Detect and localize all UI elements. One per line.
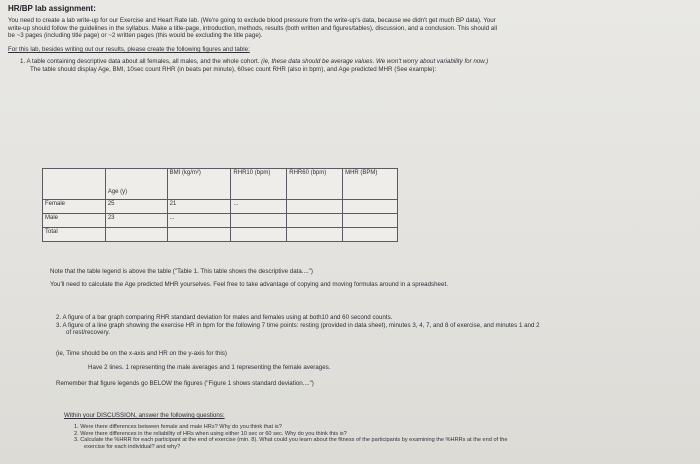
table-cell	[231, 228, 287, 242]
two-lines-note: Have 2 lines. 1 representing the male averages and 1 representing the female averages.	[88, 364, 331, 371]
table-cell: ...	[167, 214, 231, 228]
table-cell	[231, 214, 287, 228]
table-cell	[343, 214, 398, 228]
header-cell-mhr: MHR (BPM)	[343, 169, 398, 200]
question-item: 3. Calculate the %HRR for each participant at the end of exercise (min. 8). What could you learn about the fitness of the participants by examining the %HRRs at the end of the	[74, 437, 508, 444]
table-header-row	[43, 169, 398, 200]
header-cell-blank	[43, 169, 106, 200]
table-cell	[287, 228, 343, 242]
descriptive-data-table	[42, 168, 398, 242]
table-cell	[167, 228, 231, 242]
item-3-line-1: 3. A figure of a line graph showing the exercise HR in bpm for the following 7 time points: resting (provided in data sheet), minutes 3, 4, 7, and 8 of exercise, and minutes 1 and 2	[56, 321, 540, 329]
figures-instruction: For this lab, besides writing out our results, please create the following figures and table:	[8, 46, 250, 53]
table-cell	[343, 200, 398, 214]
intro-line-3: be ~3 pages (including title page) or ~2 written pages (this would be excluding the title page).	[8, 32, 263, 40]
discussion-heading: Within your DISCUSSION, answer the following questions:	[64, 412, 225, 419]
question-item: 1. Were there differences between female and male HRs? Why do you think that is?	[74, 424, 282, 430]
table-cell	[287, 214, 343, 228]
table-cell	[105, 228, 167, 242]
table-cell: 23	[105, 214, 167, 228]
items-2-3	[56, 314, 696, 337]
row-label: Male	[43, 214, 106, 228]
mhr-calc-note: You'll need to calculate the Age predicted MHR yourselves. Feel free to take advantage of copying and moving formulas around in a spreadsheet.	[50, 281, 448, 288]
page-title: HR/BP lab assignment:	[8, 4, 96, 13]
row-label: Total	[43, 228, 106, 242]
table-cell: ...	[231, 200, 287, 214]
table-row	[43, 214, 398, 228]
intro-line-1: You need to create a lab write-up for our Exercise and Heart Rate lab. (We're going to exclude blood pressure from the write-up's data, because we didn't get much BP data). Your	[8, 17, 496, 24]
item-3-line-2: of rest/recovery.	[66, 329, 110, 337]
header-cell-rhr60: RHR60 (bpm)	[287, 169, 343, 200]
header-cell-bmi: BMI (kg/m²)	[167, 169, 231, 200]
item-1	[20, 58, 696, 73]
intro-line-2: write-up should follow the guidelines in the syllabus. Make a title-page, introduction, methods, results (both written and figures/tables), discussion, and a conclusion. This should all	[8, 24, 497, 32]
table-cell: 25	[105, 200, 167, 214]
discussion-questions	[74, 424, 694, 450]
table-row	[43, 200, 398, 214]
question-item: exercise for each individual? and why?	[84, 443, 181, 450]
item-2: 2. A figure of a bar graph comparing RHR standard deviation for males and females using at both10 and 60 second counts.	[56, 314, 393, 321]
table-legend-note: Note that the table legend is above the table ("Table 1. This table shows the descriptive data....")	[50, 268, 313, 275]
table-cell: 21	[167, 200, 231, 214]
table-row	[43, 228, 398, 242]
intro-paragraph	[8, 17, 698, 40]
header-cell-rhr10: RHR10 (bpm)	[231, 169, 287, 200]
table-cell	[287, 200, 343, 214]
header-cell-age: Age (y)	[105, 169, 167, 200]
item-1-main: 1. A table containing descriptive data about all females, all males, and the whole cohort.	[20, 58, 260, 65]
table-cell	[343, 228, 398, 242]
question-item: 2. Were there differences in the reliability of HRs when using either 10 sec or 60 sec. Why do you think this is?	[74, 430, 347, 437]
row-label: Female	[43, 200, 106, 214]
figure-legend-note: Remember that figure legends go BELOW the figures ("Figure 1 shows standard deviation....")	[56, 380, 314, 387]
axis-note: (ie, Time should be on the x-axis and HR on the y-axis for this)	[56, 350, 227, 357]
item-1-line-2: The table should display Age, BMI, 10sec count RHR (in beats per minute), 60sec count RHR (also in bpm), and Age predicted MHR (See example):	[30, 65, 437, 73]
item-1-italic: (ie, these data should be average values. We won't worry about variability for now.)	[261, 58, 489, 65]
